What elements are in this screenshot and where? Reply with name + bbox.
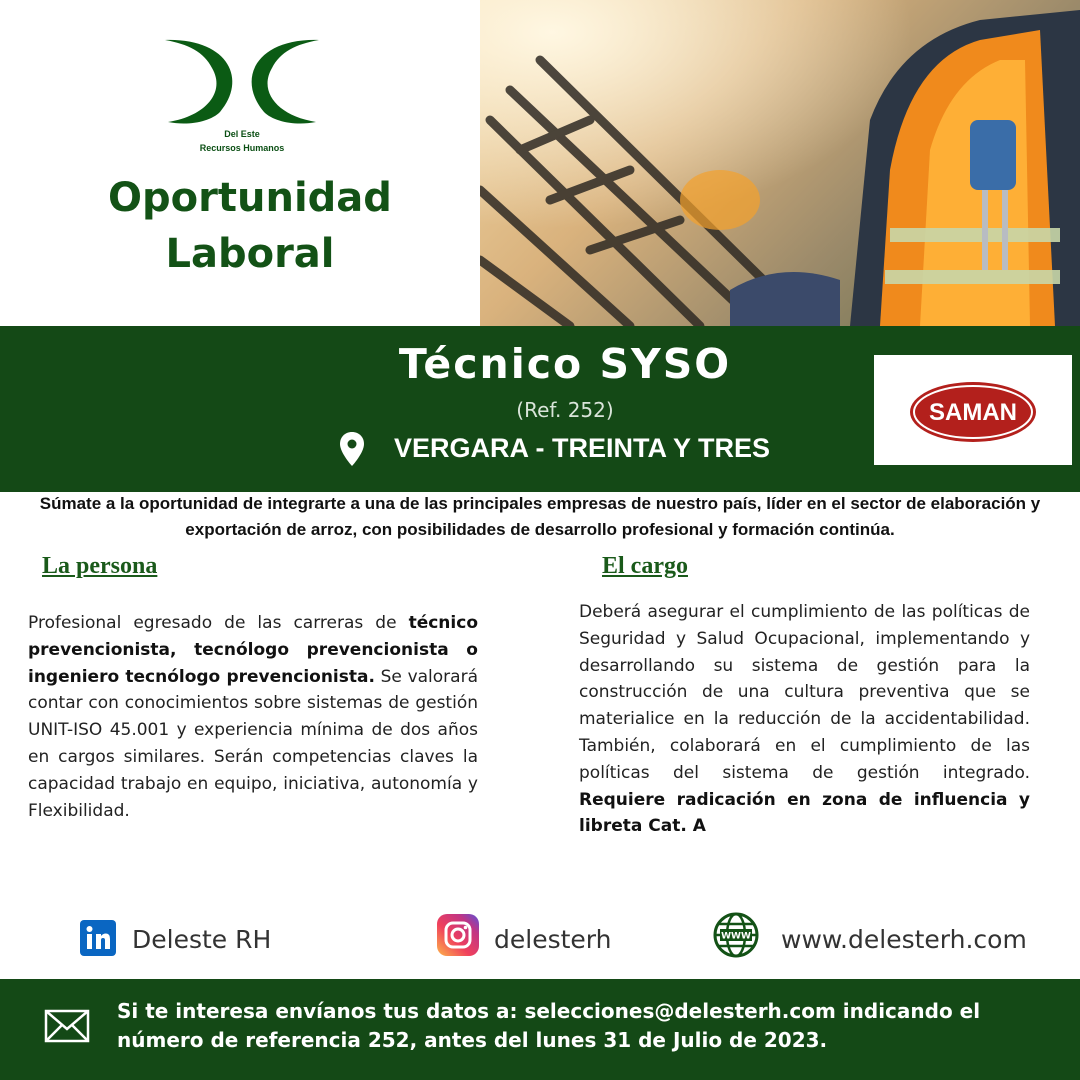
headline [60,170,440,282]
job-location: VERGARA - TREINTA Y TRES [394,433,771,463]
globe-www-icon[interactable] [713,912,759,958]
footer-text: Si te interesa envíanos tus datos a: selecciones@delesterh.com indicando el número de referencia 252, antes del lunes 31 de Julio de 2023. [117,999,981,1052]
website-link[interactable]: www.delesterh.com [781,925,1027,954]
persona-description [28,610,478,824]
instagram-handle[interactable]: delesterh [494,925,612,954]
cargo-description [579,599,1030,840]
persona-text-1: Profesional egresado de las carreras de [28,613,409,633]
headline-line-2: Laboral [165,231,335,277]
map-pin-icon [339,431,365,467]
persona-bold-1: técnico prevencionista, tecnólogo prevencionista o ingeniero tecnólogo prevencionista. [28,613,478,687]
cargo-text-1: Deberá asegurar el cumplimiento de las políticas de Seguridad y Salud Ocupacional, implementando y desarrollando su sistema de gestión para la construcción de una cultura preventiva que se materialice en la reducción de la accidentabilidad. También, colaborará en el cumplimiento de las políticas del sistema de gestión integrado. [579,602,1030,783]
cargo-bold-1: Requiere radicación en zona de influencia y libreta Cat. A [579,789,1030,837]
linkedin-handle[interactable]: Deleste RH [132,925,272,954]
job-title: Técnico SYSO [398,340,732,388]
client-logo-badge [874,355,1072,465]
worker-photo [480,0,1080,326]
headline-line-1: Oportunidad [108,175,392,221]
brand-line-2: Recursos Humanos [199,143,285,153]
brand-line-1: Del Este [224,129,260,139]
company-logo-icon [160,34,324,128]
instagram-icon[interactable] [437,914,479,956]
svg-text:WWW: WWW [721,931,751,942]
job-reference: (Ref. 252) [516,398,614,422]
linkedin-icon[interactable] [80,920,116,956]
worker-photo-illustration [480,0,1080,326]
intro-text: Súmate a la oportunidad de integrarte a una de las principales empresas de nuestro país, líder en el sector de elaboración y exportación de arroz, con posibilidades de desarrollo profesional y formación continúa. [39,494,1041,539]
envelope-icon [44,1009,90,1043]
persona-text-2: Se valorará contar con conocimientos sobre sistemas de gestión UNIT-ISO 45.001 y experiencia mínima de dos años en cargos similares. Serán competencias claves la capacidad trabajo en equipo, iniciativa, autonomía y Flexibilidad. [28,666,478,821]
client-logo-text: SAMAN [929,399,1017,426]
client-logo [874,355,1072,465]
section-heading-persona: La persona [42,553,158,579]
section-heading-cargo: El cargo [602,553,688,579]
